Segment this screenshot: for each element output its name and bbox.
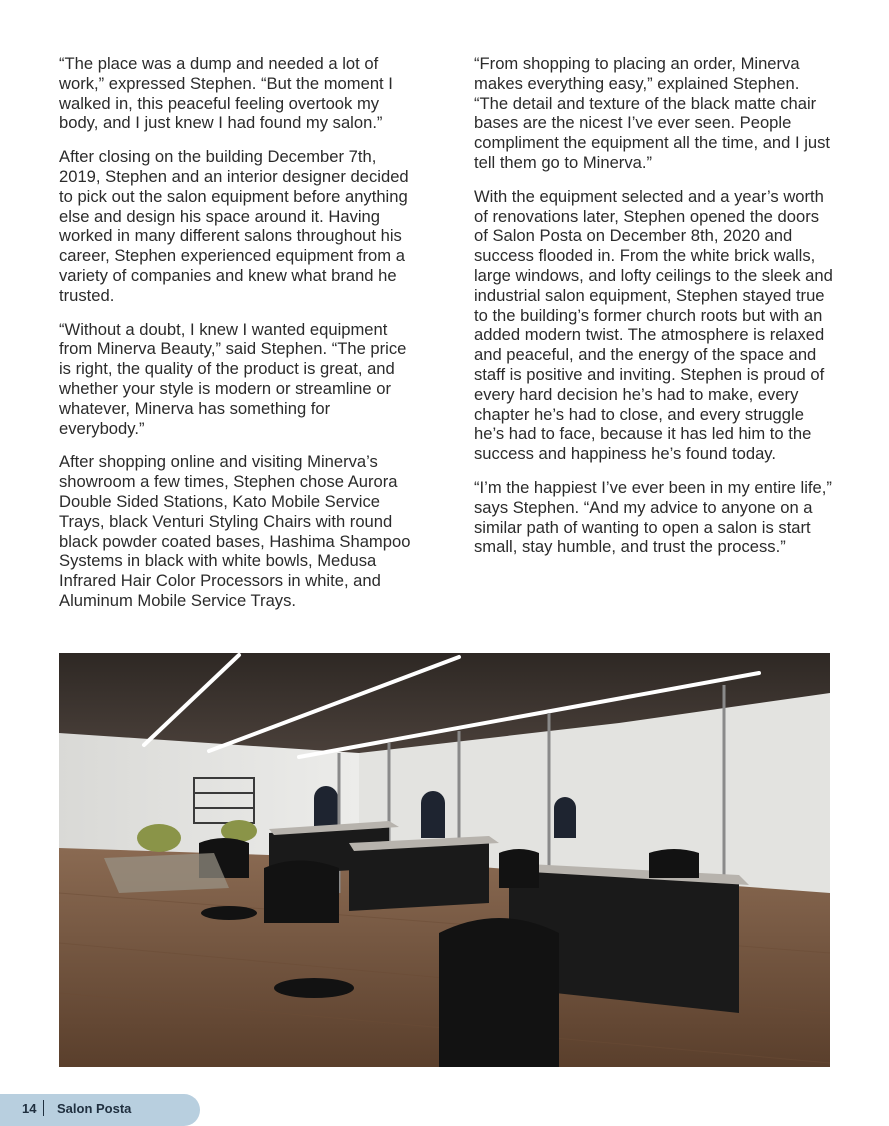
page-number: 14 xyxy=(22,1101,37,1116)
paragraph: “I’m the happiest I’ve ever been in my entire life,” says Stephen. “And my advice to anyone on a similar path of wanting to open a salon is start small, stay humble, and trust the process.” xyxy=(474,477,832,557)
salon-interior-photo xyxy=(59,653,830,1067)
paragraph: After closing on the building December 7th, 2019, Stephen and an interior designer decided to pick out the salon equipment before anything else and design his space around it. Having worked in many different salons throughout his career, Stephen experienced equipment from a variety of companies and knew what brand he trusted. xyxy=(59,147,409,305)
article-column-left xyxy=(59,54,419,625)
publication-title: Salon Posta xyxy=(57,1101,132,1116)
paragraph: “Without a doubt, I knew I wanted equipment from Minerva Beauty,” said Stephen. “The price is right, the quality of the product is great, and whether your style is modern or streamline or whatever, Minerva has something for everybody.” xyxy=(59,319,407,438)
footer-divider xyxy=(43,1100,44,1116)
paragraph: “The place was a dump and needed a lot of work,” expressed Stephen. “But the moment I walked in, this peaceful feeling overtook my body, and I just knew I had found my salon.” xyxy=(59,54,393,133)
paragraph: “From shopping to placing an order, Minerva makes everything easy,” explained Stephen. “The detail and texture of the black matte chair bases are the nicest I’ve ever seen. People compliment the equipment all the time, and I just tell them go to Minerva.” xyxy=(474,54,831,172)
article-column-right xyxy=(474,54,834,571)
paragraph: With the equipment selected and a year’s worth of renovations later, Stephen opened the doors of Salon Posta on December 8th, 2020 and success flooded in. From the white brick walls, large windows, and lofty ceilings to the sleek and industrial salon equipment, Stephen stayed true to the building’s former church roots but with an added modern twist. The atmosphere is relaxed and peaceful, and the energy of the space and staff is positive and inviting. Stephen is proud of every hard decision he’s had to make, every chapter he’s had to close, and every struggle he’s had to face, because it has led him to the success and happiness he’s found today. xyxy=(474,186,833,464)
paragraph: After shopping online and visiting Minerva’s showroom a few times, Stephen chose Aurora Double Sided Stations, Kato Mobile Service Trays, black Venturi Styling Chairs with round black powder coated bases, Hashima Shampoo Systems in black with white bowls, Medusa Infrared Hair Color Processors in white, and Aluminum Mobile Service Trays. xyxy=(59,452,411,610)
